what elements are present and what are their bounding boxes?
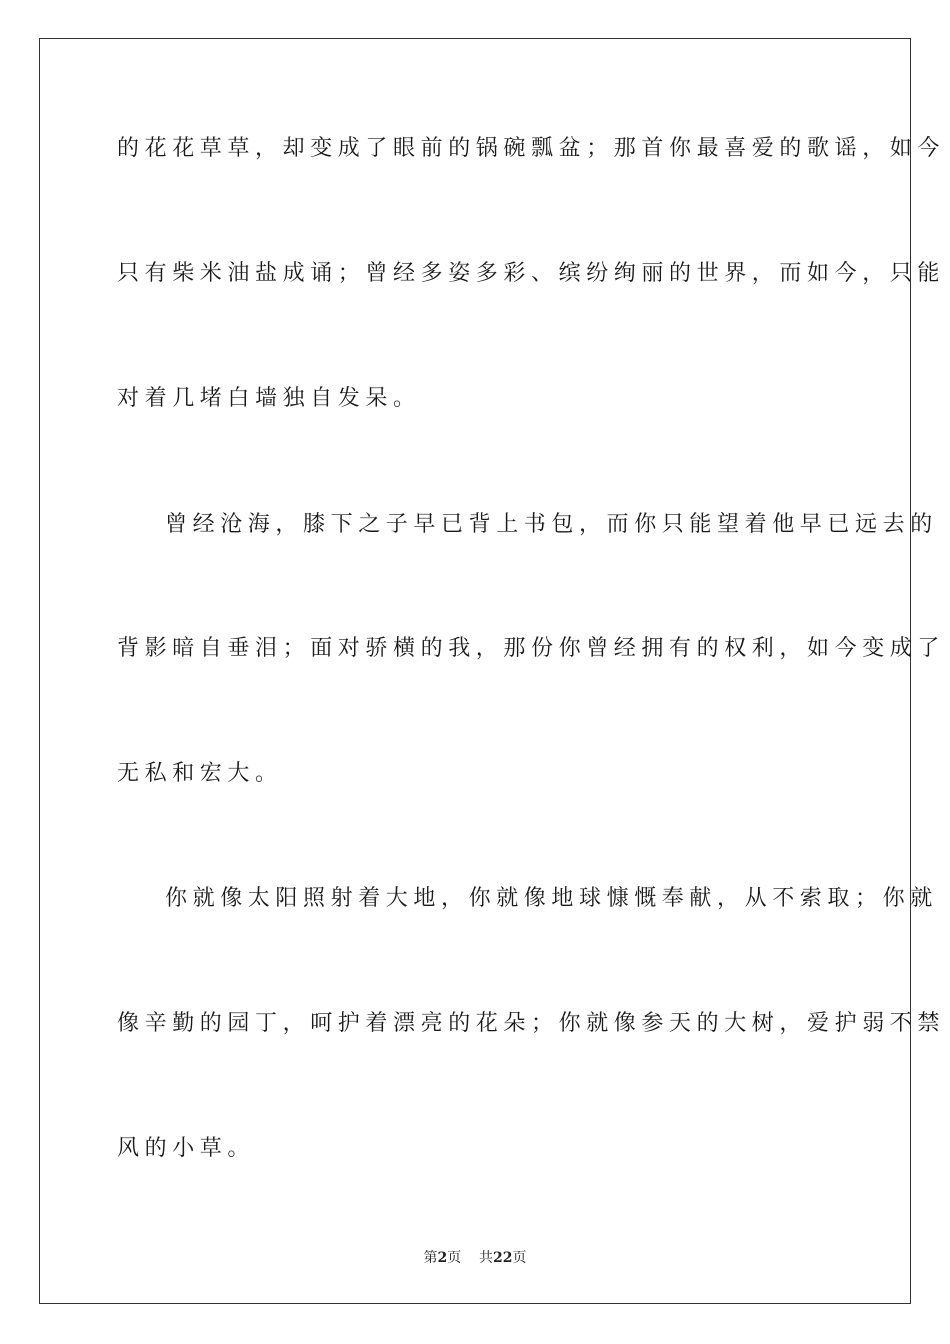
page-number: 2 <box>437 1250 448 1266</box>
paragraph-3-line-1: 你就像太阳照射着大地，你就像地球慷慨奉献，从不索取；你就 <box>165 886 938 911</box>
body-line-2: 只有柴米油盐成诵；曾经多姿多彩、缤纷绚丽的世界，而如今，只能 <box>117 261 946 286</box>
paragraph-3-line-2: 像辛勤的园丁，呵护着漂亮的花朵；你就像参天的大树，爱护弱不禁 <box>117 1011 946 1036</box>
page-footer <box>0 1249 950 1267</box>
page-label-prefix: 第 <box>423 1250 438 1266</box>
total-label-prefix: 共 <box>479 1250 494 1266</box>
body-line-1: 的花花草草，却变成了眼前的锅碗瓢盆；那首你最喜爱的歌谣，如今 <box>117 136 946 161</box>
total-label-suffix: 页 <box>512 1250 527 1266</box>
body-line-3: 对着几堵白墙独自发呆。 <box>117 386 421 411</box>
paragraph-3-line-3: 风的小草。 <box>117 1136 256 1161</box>
page-border <box>39 38 946 1304</box>
paragraph-2-line-3: 无私和宏大。 <box>117 761 283 786</box>
paragraph-2-line-2: 背影暗自垂泪；面对骄横的我，那份你曾经拥有的权利，如今变成了 <box>117 636 946 661</box>
page-label-suffix: 页 <box>447 1250 462 1266</box>
total-pages: 22 <box>493 1250 513 1266</box>
paragraph-2-line-1: 曾经沧海，膝下之子早已背上书包，而你只能望着他早已远去的 <box>165 512 938 537</box>
